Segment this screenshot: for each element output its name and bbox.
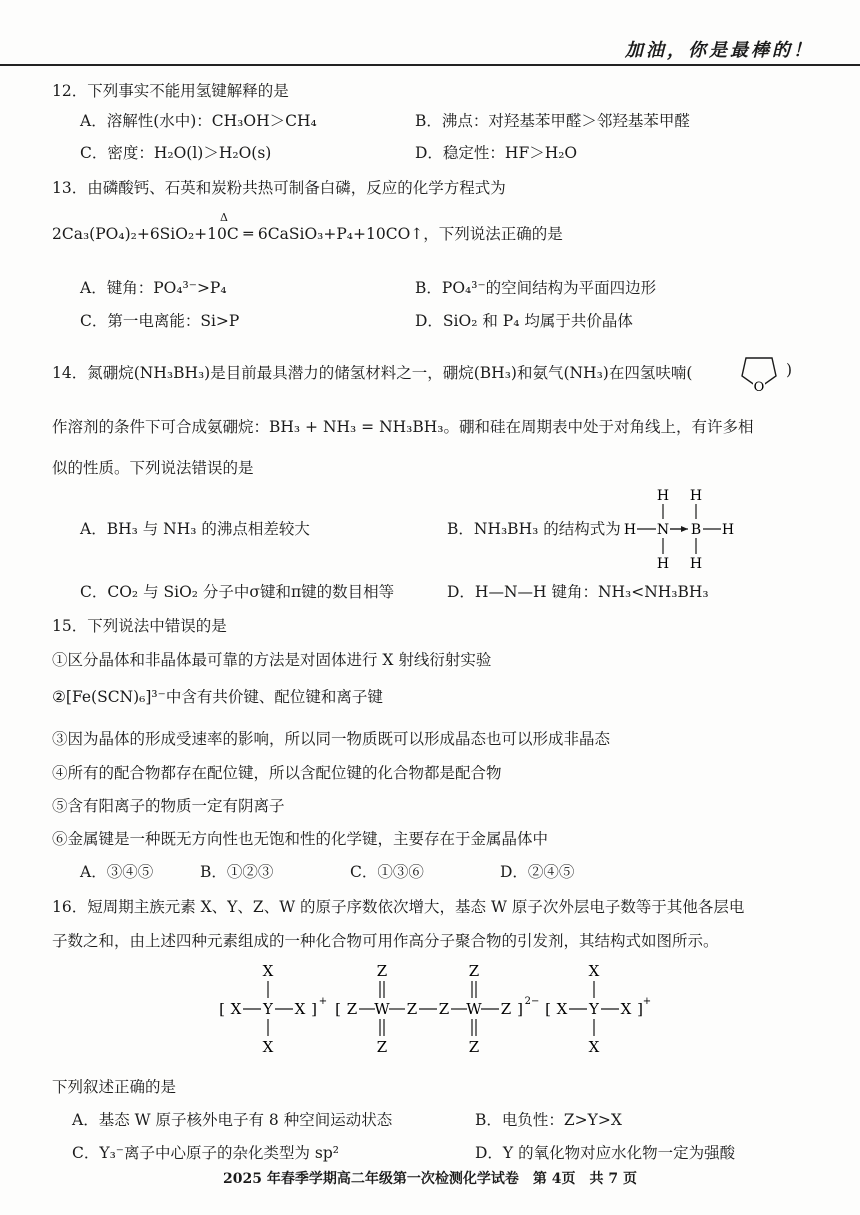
svg-text:+: + [642,996,652,1007]
q14-option-a: A．BH₃ 与 NH₃ 的沸点相差较大 [80,520,310,538]
page-footer: 2025 年春季学期高二年级第一次检测化学试卷 第 4页 共 7 页 [223,1171,637,1187]
nh3bh3-structure [620,484,736,572]
svg-text:H: H [656,556,670,572]
svg-text:Z: Z [376,962,388,980]
q15-statement-2: ②[Fe(SCN)₆]³⁻中含有共价键、配位键和离子键 [52,688,383,706]
q12-option-b: B．沸点：对羟基苯甲醛＞邻羟基苯甲醛 [415,112,690,130]
svg-text:H: H [623,522,637,538]
svg-text:H: H [721,522,735,538]
q16-structure-diagram [210,958,650,1056]
svg-text:]: ] [517,1000,523,1018]
q16-stem-line1: 16．短周期主族元素 X、Y、Z、W 的原子序数依次增大，基态 W 原子次外层电子数等于其他各层电 [52,898,745,916]
svg-text:Z: Z [468,1038,480,1056]
q12-option-d: D．稳定性：HF＞H₂O [415,144,578,162]
q14-stem-line1: 14．氮硼烷(NH₃BH₃)是目前最具潜力的储氢材料之一，硼烷(BH₃)和氨气(NH₃)在四氢呋喃( [52,364,693,382]
svg-text:X: X [262,1038,274,1056]
q13-equation: 2Ca₃(PO₄)₂+6SiO₂+10C ═ 6CaSiO₃+P₄+10CO↑，下列说法正确的是 [52,225,563,243]
q15-statement-6: ⑥金属键是一种既无方向性也无饱和性的化学键，主要存在于金属晶体中 [52,830,549,848]
header-slogan: 加油，你是最棒的！ [625,40,814,61]
q15-statement-4: ④所有的配合物都存在配位键，所以含配位键的化合物都是配合物 [52,764,502,782]
q15-option-d: D．②④⑤ [500,863,575,881]
svg-text:H: H [689,488,703,504]
q15-statement-5: ⑤含有阳离子的物质一定有阴离子 [52,797,285,815]
q15-stem: 15．下列说法中错误的是 [52,617,227,635]
svg-text:[: [ [545,1000,551,1018]
q13-stem: 13．由磷酸钙、石英和炭粉共热可制备白磷，反应的化学方程式为 [52,179,506,197]
q13-option-d: D．SiO₂ 和 P₄ 均属于共价晶体 [415,312,633,330]
header-divider [0,64,860,66]
svg-text:X: X [588,1038,600,1056]
q14-stem-line3: 似的性质。下列说法错误的是 [52,459,254,477]
svg-text:Z: Z [438,1000,450,1018]
svg-text:B: B [690,522,702,538]
svg-text:Y: Y [263,1000,273,1018]
q14-option-d: D．H—N—H 键角：NH₃<NH₃BH₃ [447,583,709,601]
q16-option-c: C．Y₃⁻离子中心原子的杂化类型为 sp² [72,1144,340,1162]
q13-option-a: A．键角：PO₄³⁻>P₄ [80,279,227,297]
q15-option-c: C．①③⑥ [350,863,424,881]
q13-heating-condition: Δ [220,211,228,224]
svg-text:N: N [656,522,670,538]
q14-stem-line2: 作溶剂的条件下可合成氨硼烷：BH₃ + NH₃ = NH₃BH₃。硼和硅在周期表中处于对角线上，有许多相 [52,418,754,436]
svg-text:Z: Z [346,1000,358,1018]
svg-text:X: X [556,1000,568,1018]
q14-option-c: C．CO₂ 与 SiO₂ 分子中σ键和π键的数目相等 [80,583,395,601]
svg-text:W: W [374,1000,390,1018]
thf-oxygen-label: O [753,380,765,395]
q13-option-b: B．PO₄³⁻的空间结构为平面四边形 [415,279,657,297]
svg-text:H: H [656,488,670,504]
q12-option-a: A．溶解性(水中)：CH₃OH＞CH₄ [80,112,317,130]
svg-text:X: X [620,1000,632,1018]
svg-text:[: [ [219,1000,225,1018]
q16-stem-line2: 子数之和，由上述四种元素组成的一种化合物可用作高分子聚合物的引发剂，其结构式如图所示。 [52,932,719,950]
q13-option-c: C．第一电离能：Si>P [80,312,240,330]
svg-text:]: ] [637,1000,643,1018]
q12-stem: 12．下列事实不能用氢键解释的是 [52,82,289,100]
svg-text:Z: Z [406,1000,418,1018]
q12-option-c: C．密度：H₂O(l)＞H₂O(s) [80,144,272,162]
svg-text:X: X [262,962,274,980]
svg-text:[: [ [335,1000,341,1018]
q15-statement-1: ①区分晶体和非晶体最可靠的方法是对固体进行 X 射线衍射实验 [52,651,492,669]
svg-text:+: + [318,996,328,1007]
svg-text:H: H [689,556,703,572]
svg-text:Y: Y [589,1000,599,1018]
q14-option-b: B．NH₃BH₃ 的结构式为 [447,520,621,538]
q14-stem-close: ) [786,361,793,379]
q16-option-b: B．电负性：Z>Y>X [475,1111,622,1129]
svg-text:W: W [466,1000,482,1018]
svg-text:Z: Z [376,1038,388,1056]
q15-option-b: B．①②③ [200,863,274,881]
q16-option-a: A．基态 W 原子核外电子有 8 种空间运动状态 [72,1111,393,1129]
q16-follow-up: 下列叙述正确的是 [52,1078,177,1096]
q16-option-d: D．Y 的氧化物对应水化物一定为强酸 [475,1144,736,1162]
svg-text:]: ] [311,1000,317,1018]
svg-text:X: X [230,1000,242,1018]
svg-text:Z: Z [468,962,480,980]
q15-option-a: A．③④⑤ [80,863,154,881]
svg-text:X: X [294,1000,306,1018]
q15-statement-3: ③因为晶体的形成受速率的影响，所以同一物质既可以形成晶态也可以形成非晶态 [52,730,611,748]
svg-text:Z: Z [500,1000,512,1018]
svg-text:2−: 2− [524,996,540,1007]
thf-ring-structure [736,346,782,396]
svg-text:X: X [588,962,600,980]
